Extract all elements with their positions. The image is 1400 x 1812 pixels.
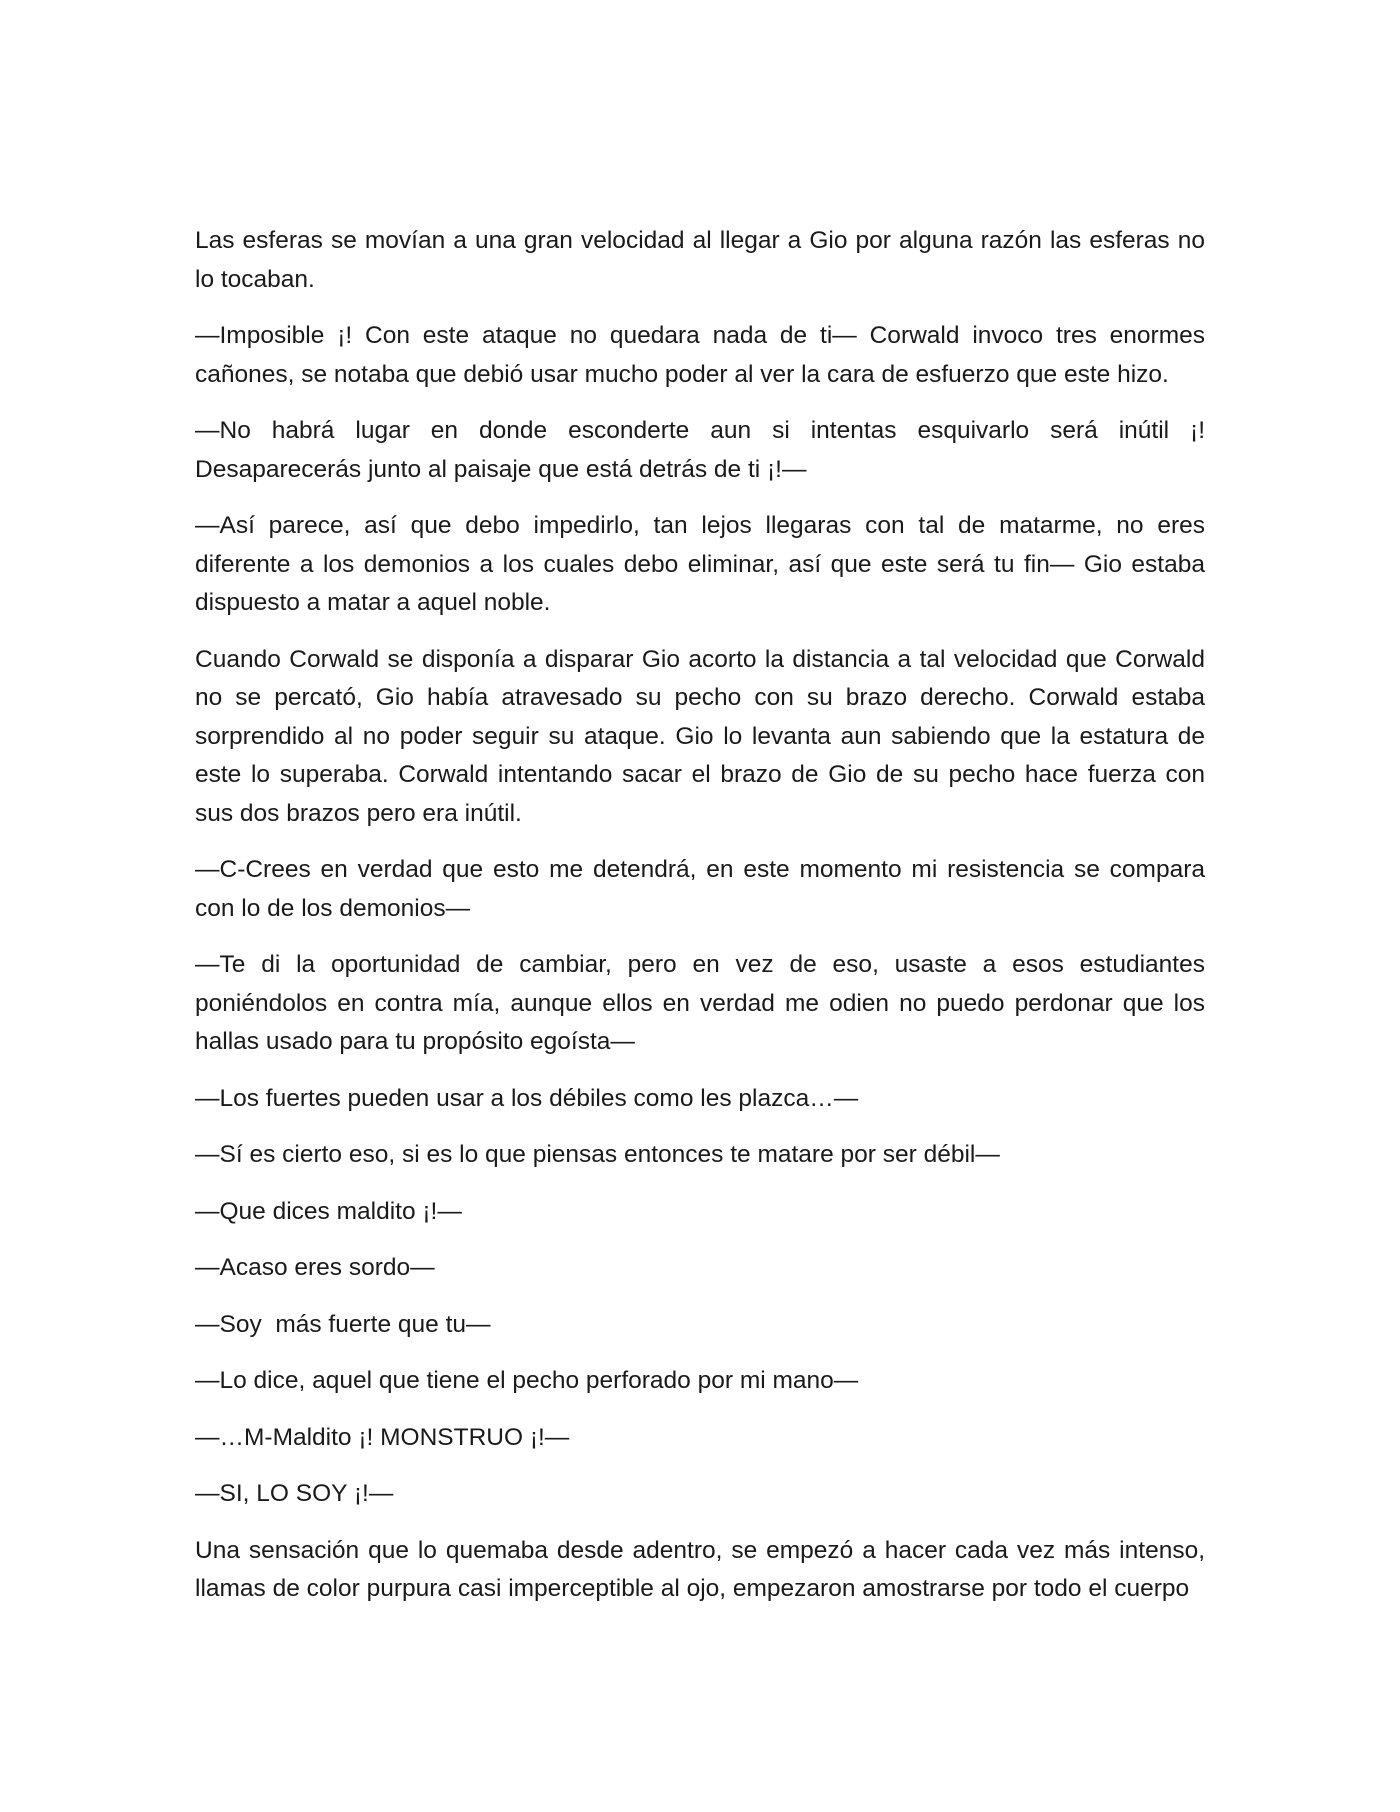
paragraph: —Los fuertes pueden usar a los débiles como les plazca…— <box>195 1084 859 1112</box>
paragraph: Las esferas se movían a una gran velocidad al llegar a Gio por alguna razón las esferas no lo tocaban. <box>195 227 1205 293</box>
paragraph: Una sensación que lo quemaba desde adentro, se empezó a hacer cada vez más intenso, llamas de color purpura casi imperceptible al ojo, empezaron amostrarse por todo el cuerpo <box>195 1536 1205 1602</box>
paragraph: —Acaso eres sordo— <box>195 1254 435 1281</box>
paragraph: —SI, LO SOY ¡!— <box>195 1480 394 1507</box>
body-text <box>195 222 1205 1627</box>
paragraph: —Así parece, así que debo impedirlo, tan lejos llegaras con tal de matarme, no eres diferente a los demonios a los cuales debo eliminar, así que este será tu fin— Gio estaba dispuesto a matar a aquel noble. <box>195 512 1205 616</box>
paragraph: Cuando Corwald se disponía a disparar Gio acorto la distancia a tal velocidad que Corwald no se percató, Gio había atravesado su pecho con su brazo derecho. Corwald estaba sorprendido al no poder seguir su ataque. Gio lo levanta aun sabiendo que la estatura de este lo superaba. Corwald intentando sacar el brazo de Gio de su pecho hace fuerza con sus dos brazos pero era inútil. <box>195 645 1205 827</box>
paragraph: —Imposible ¡! Con este ataque no quedara nada de ti— Corwald invoco tres enormes cañones, se notaba que debió usar mucho poder al ver la cara de esfuerzo que este hizo. <box>195 322 1205 388</box>
paragraph: —No habrá lugar en donde esconderte aun si intentas esquivarlo será inútil ¡! Desaparecerás junto al paisaje que está detrás de ti ¡!— <box>195 417 1205 483</box>
paragraph: —Que dices maldito ¡!— <box>195 1197 462 1225</box>
paragraph: —Te di la oportunidad de cambiar, pero en vez de eso, usaste a esos estudiantes poniéndolos en contra mía, aunque ellos en verdad me odien no puedo perdonar que los hallas usado para tu propósito egoísta— <box>195 951 1205 1055</box>
paragraph: —…M-Maldito ¡! MONSTRUO ¡!— <box>195 1423 570 1451</box>
paragraph: —Sí es cierto eso, si es lo que piensas entonces te matare por ser débil— <box>195 1141 1000 1168</box>
paragraph: —Lo dice, aquel que tiene el pecho perforado por mi mano— <box>195 1367 859 1394</box>
paragraph: —C-Crees en verdad que esto me detendrá, en este momento mi resistencia se compara con lo de los demonios— <box>195 856 1205 922</box>
paragraph: —Soy más fuerte que tu— <box>195 1310 491 1338</box>
